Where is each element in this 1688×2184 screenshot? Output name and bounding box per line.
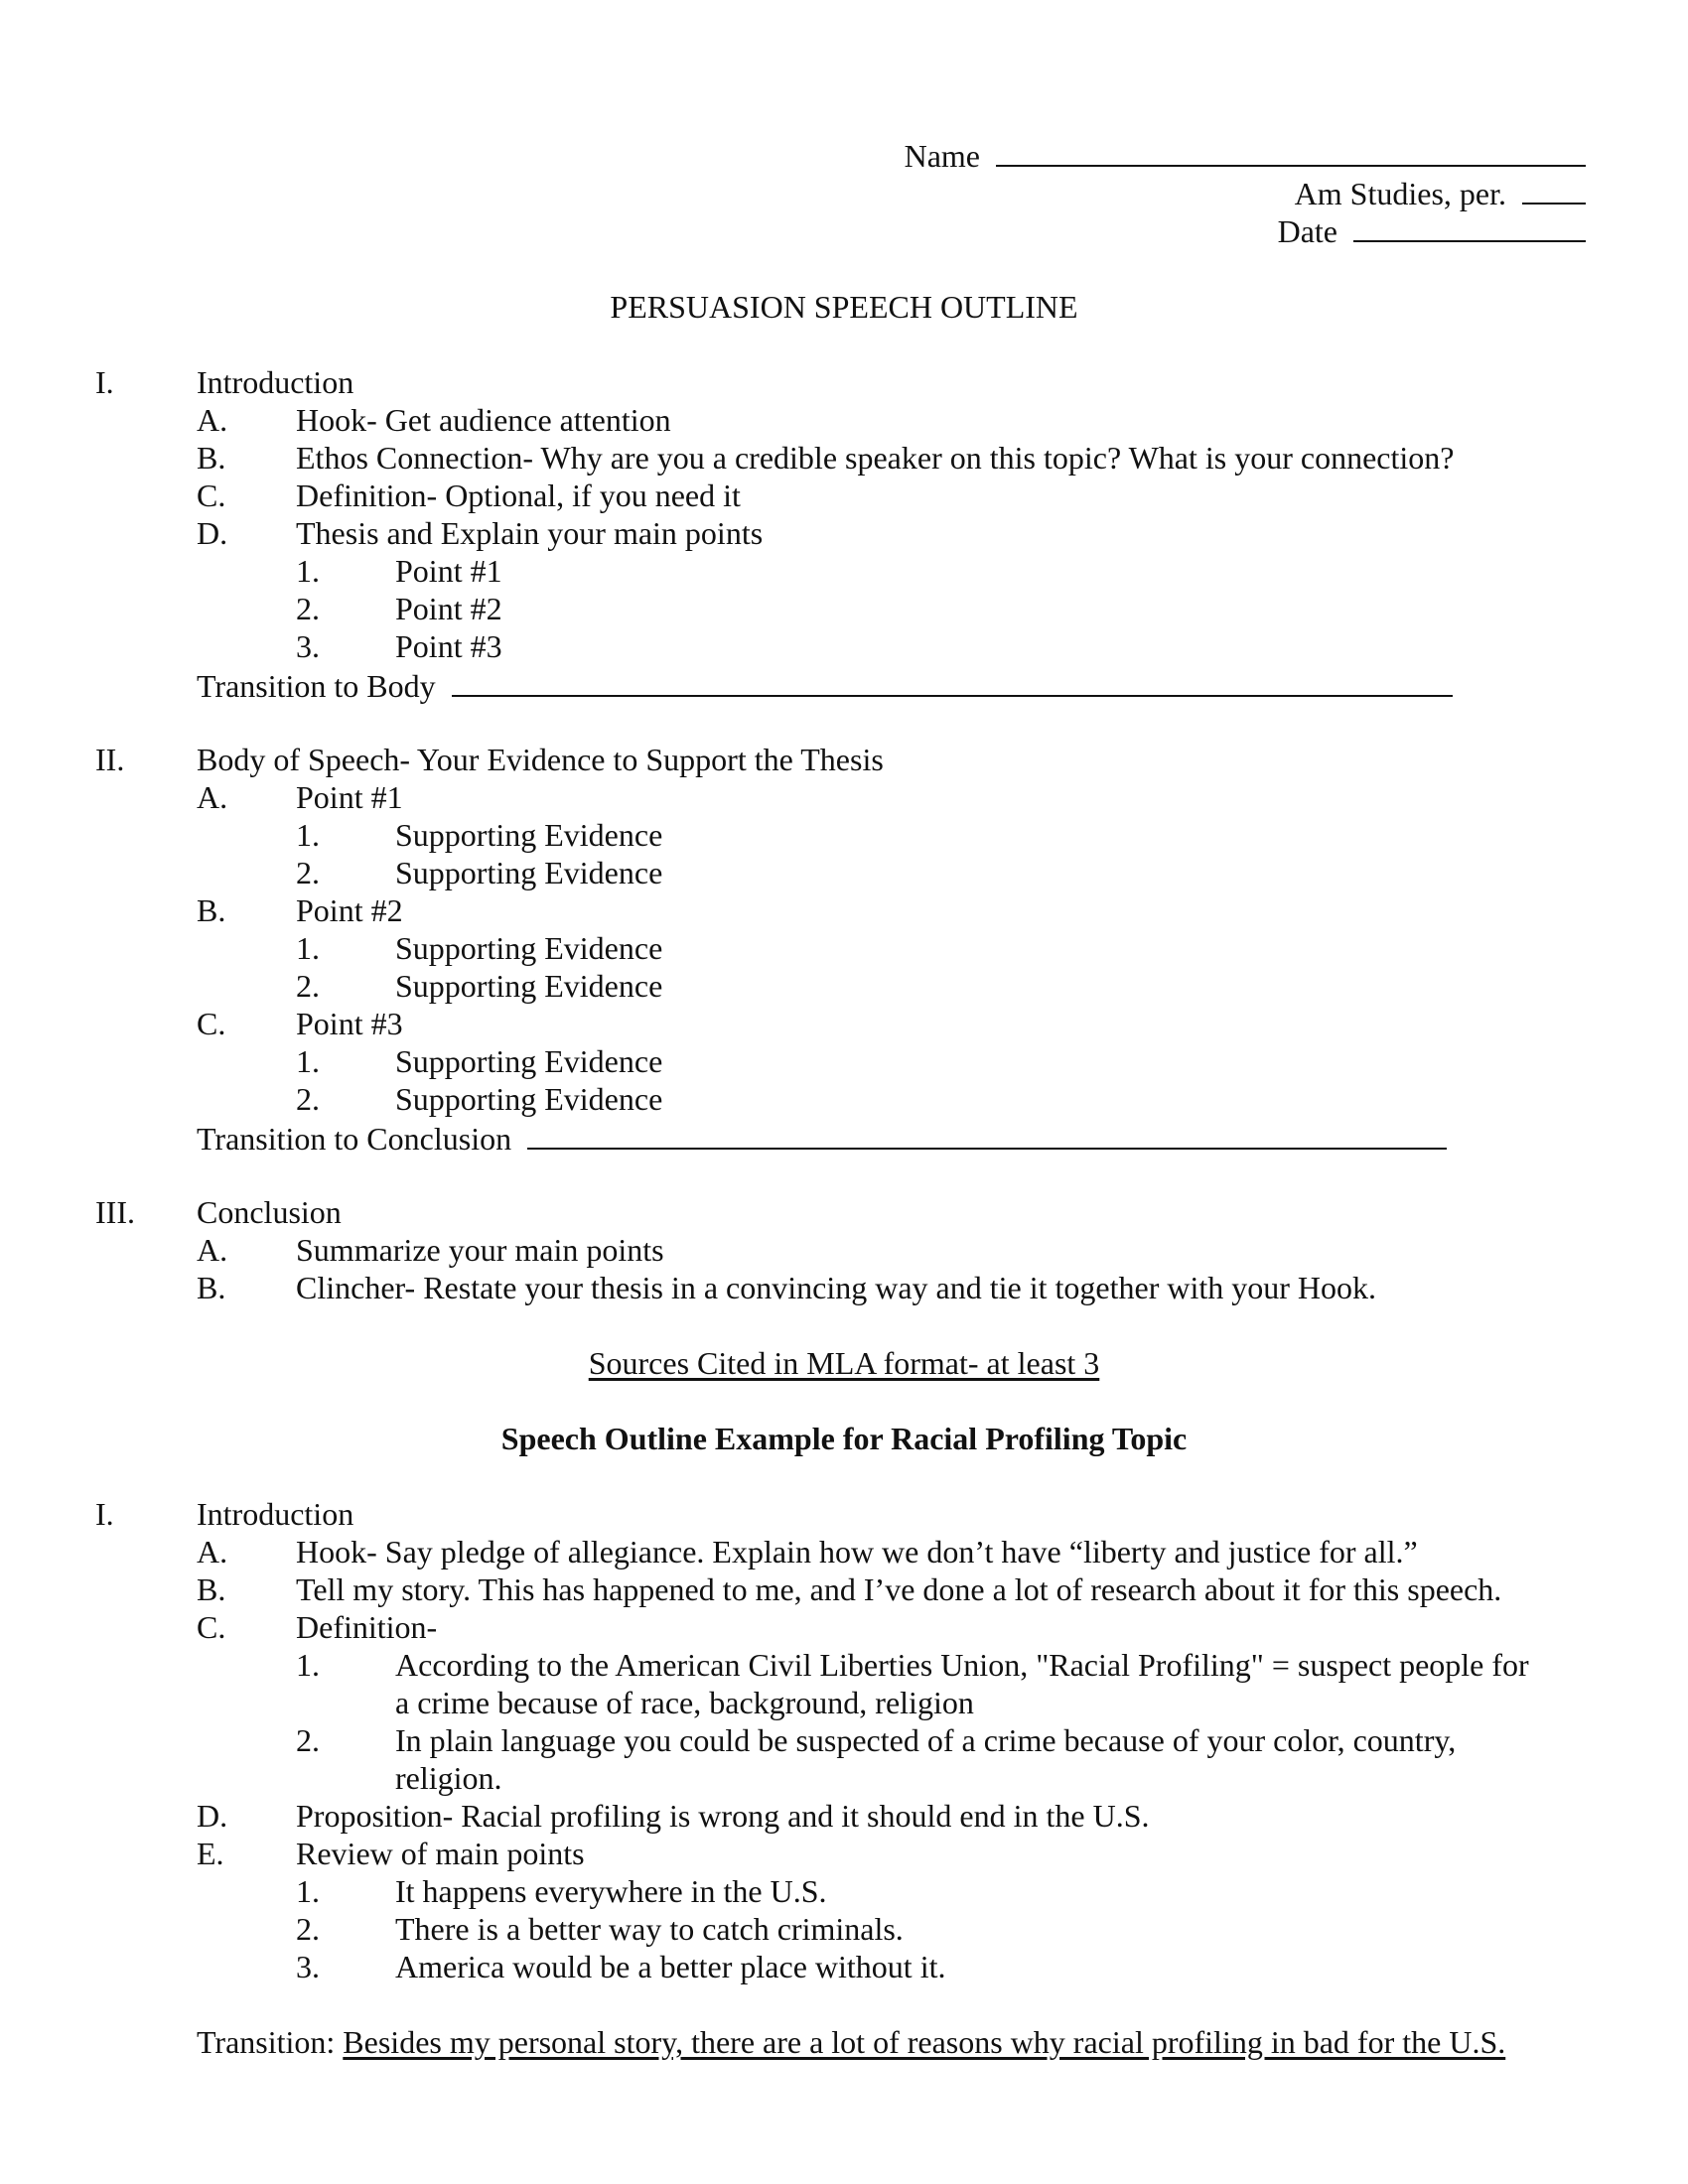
review-point: America would be a better place without it. <box>395 1949 946 1984</box>
example-item: Tell my story. This has happened to me, and I’ve done a lot of research about it for this speech. <box>296 1571 1502 1607</box>
section-numeral: II. <box>95 742 125 777</box>
point-number: 1. <box>296 930 320 966</box>
point-number: 1. <box>296 1647 320 1683</box>
transition-blank[interactable] <box>527 1118 1447 1150</box>
outline-item: Point #2 <box>296 892 403 928</box>
item-letter: C. <box>197 1006 226 1041</box>
item-letter: A. <box>197 402 228 438</box>
example-item: Review of main points <box>296 1836 585 1871</box>
evidence-item: Supporting Evidence <box>395 968 663 1004</box>
item-letter: A. <box>197 1534 228 1570</box>
evidence-item: Supporting Evidence <box>395 817 663 853</box>
class-period-label: Am Studies, per. <box>1294 176 1506 211</box>
example-transition-label: Transition: <box>197 2024 336 2060</box>
evidence-item: Supporting Evidence <box>395 855 663 890</box>
review-point: It happens everywhere in the U.S. <box>395 1873 827 1909</box>
item-letter: D. <box>197 515 228 551</box>
example-item: Definition- <box>296 1609 438 1645</box>
date-blank[interactable] <box>1353 210 1586 242</box>
point-number: 2. <box>296 1911 320 1947</box>
section-numeral: I. <box>95 1496 114 1532</box>
item-letter: B. <box>197 440 226 476</box>
example-item: Hook- Say pledge of allegiance. Explain how we don’t have “liberty and justice for all.” <box>296 1534 1418 1570</box>
transition-to-body-row <box>197 665 1453 705</box>
point-number: 2. <box>296 1722 320 1758</box>
outline-item: Definition- Optional, if you need it <box>296 478 741 513</box>
sources-cited-line <box>0 1344 1688 1382</box>
name-label: Name <box>904 138 980 174</box>
point-number: 1. <box>296 1043 320 1079</box>
page-title: PERSUASION SPEECH OUTLINE <box>610 289 1078 325</box>
item-letter: E. <box>197 1836 224 1871</box>
name-blank[interactable] <box>996 135 1586 167</box>
section-numeral: I. <box>95 364 114 400</box>
evidence-item: Supporting Evidence <box>395 1043 663 1079</box>
point-number: 3. <box>296 628 320 664</box>
outline-item: Clincher- Restate your thesis in a convincing way and tie it together with your Hook. <box>296 1270 1376 1305</box>
definition-line: religion. <box>395 1760 502 1796</box>
example-transition-row <box>197 2023 1505 2061</box>
example-transition-text: Besides my personal story, there are a lot of reasons why racial profiling in bad for the U.S. <box>343 2024 1506 2060</box>
point-item: Point #1 <box>395 553 502 589</box>
point-number: 1. <box>296 553 320 589</box>
point-number: 3. <box>296 1949 320 1984</box>
period-blank[interactable] <box>1522 173 1586 205</box>
item-letter: D. <box>197 1798 228 1834</box>
outline-item: Point #1 <box>296 779 403 815</box>
point-number: 2. <box>296 855 320 890</box>
transition-blank[interactable] <box>452 665 1453 697</box>
evidence-item: Supporting Evidence <box>395 930 663 966</box>
section-heading-conclusion: Conclusion <box>197 1194 342 1230</box>
item-letter: B. <box>197 1571 226 1607</box>
class-period-row <box>1295 173 1586 212</box>
outline-item: Ethos Connection- Why are you a credible speaker on this topic? What is your connection? <box>296 440 1455 476</box>
section-numeral: III. <box>95 1194 135 1230</box>
definition-line: a crime because of race, background, religion <box>395 1685 974 1720</box>
point-number: 2. <box>296 1081 320 1117</box>
transition-label: Transition to Conclusion <box>197 1121 512 1157</box>
transition-to-conclusion-row <box>197 1118 1447 1158</box>
point-number: 2. <box>296 591 320 626</box>
date-row <box>1278 210 1586 250</box>
name-field-row <box>905 135 1586 175</box>
transition-label: Transition to Body <box>197 668 436 704</box>
outline-item: Summarize your main points <box>296 1232 664 1268</box>
outline-item: Point #3 <box>296 1006 403 1041</box>
review-point: There is a better way to catch criminals. <box>395 1911 904 1947</box>
definition-line: In plain language you could be suspected of a crime because of your color, country, <box>395 1722 1457 1758</box>
item-letter: A. <box>197 779 228 815</box>
example-heading: Speech Outline Example for Racial Profiling Topic <box>500 1421 1188 1456</box>
point-number: 2. <box>296 968 320 1004</box>
outline-item: Hook- Get audience attention <box>296 402 671 438</box>
section-heading-introduction: Introduction <box>197 364 354 400</box>
item-letter: A. <box>197 1232 228 1268</box>
outline-item: Thesis and Explain your main points <box>296 515 764 551</box>
date-label: Date <box>1277 213 1337 249</box>
point-number: 1. <box>296 817 320 853</box>
section-heading-body: Body of Speech- Your Evidence to Support the Thesis <box>197 742 884 777</box>
point-number: 1. <box>296 1873 320 1909</box>
point-item: Point #2 <box>395 591 502 626</box>
item-letter: B. <box>197 892 226 928</box>
example-item: Proposition- Racial profiling is wrong and it should end in the U.S. <box>296 1798 1150 1834</box>
sources-cited-text: Sources Cited in MLA format- at least 3 <box>588 1345 1100 1381</box>
evidence-item: Supporting Evidence <box>395 1081 663 1117</box>
definition-line: According to the American Civil Liberties Union, "Racial Profiling" = suspect people for <box>395 1647 1529 1683</box>
item-letter: C. <box>197 1609 226 1645</box>
item-letter: C. <box>197 478 226 513</box>
item-letter: B. <box>197 1270 226 1305</box>
example-section-heading: Introduction <box>197 1496 354 1532</box>
point-item: Point #3 <box>395 628 502 664</box>
